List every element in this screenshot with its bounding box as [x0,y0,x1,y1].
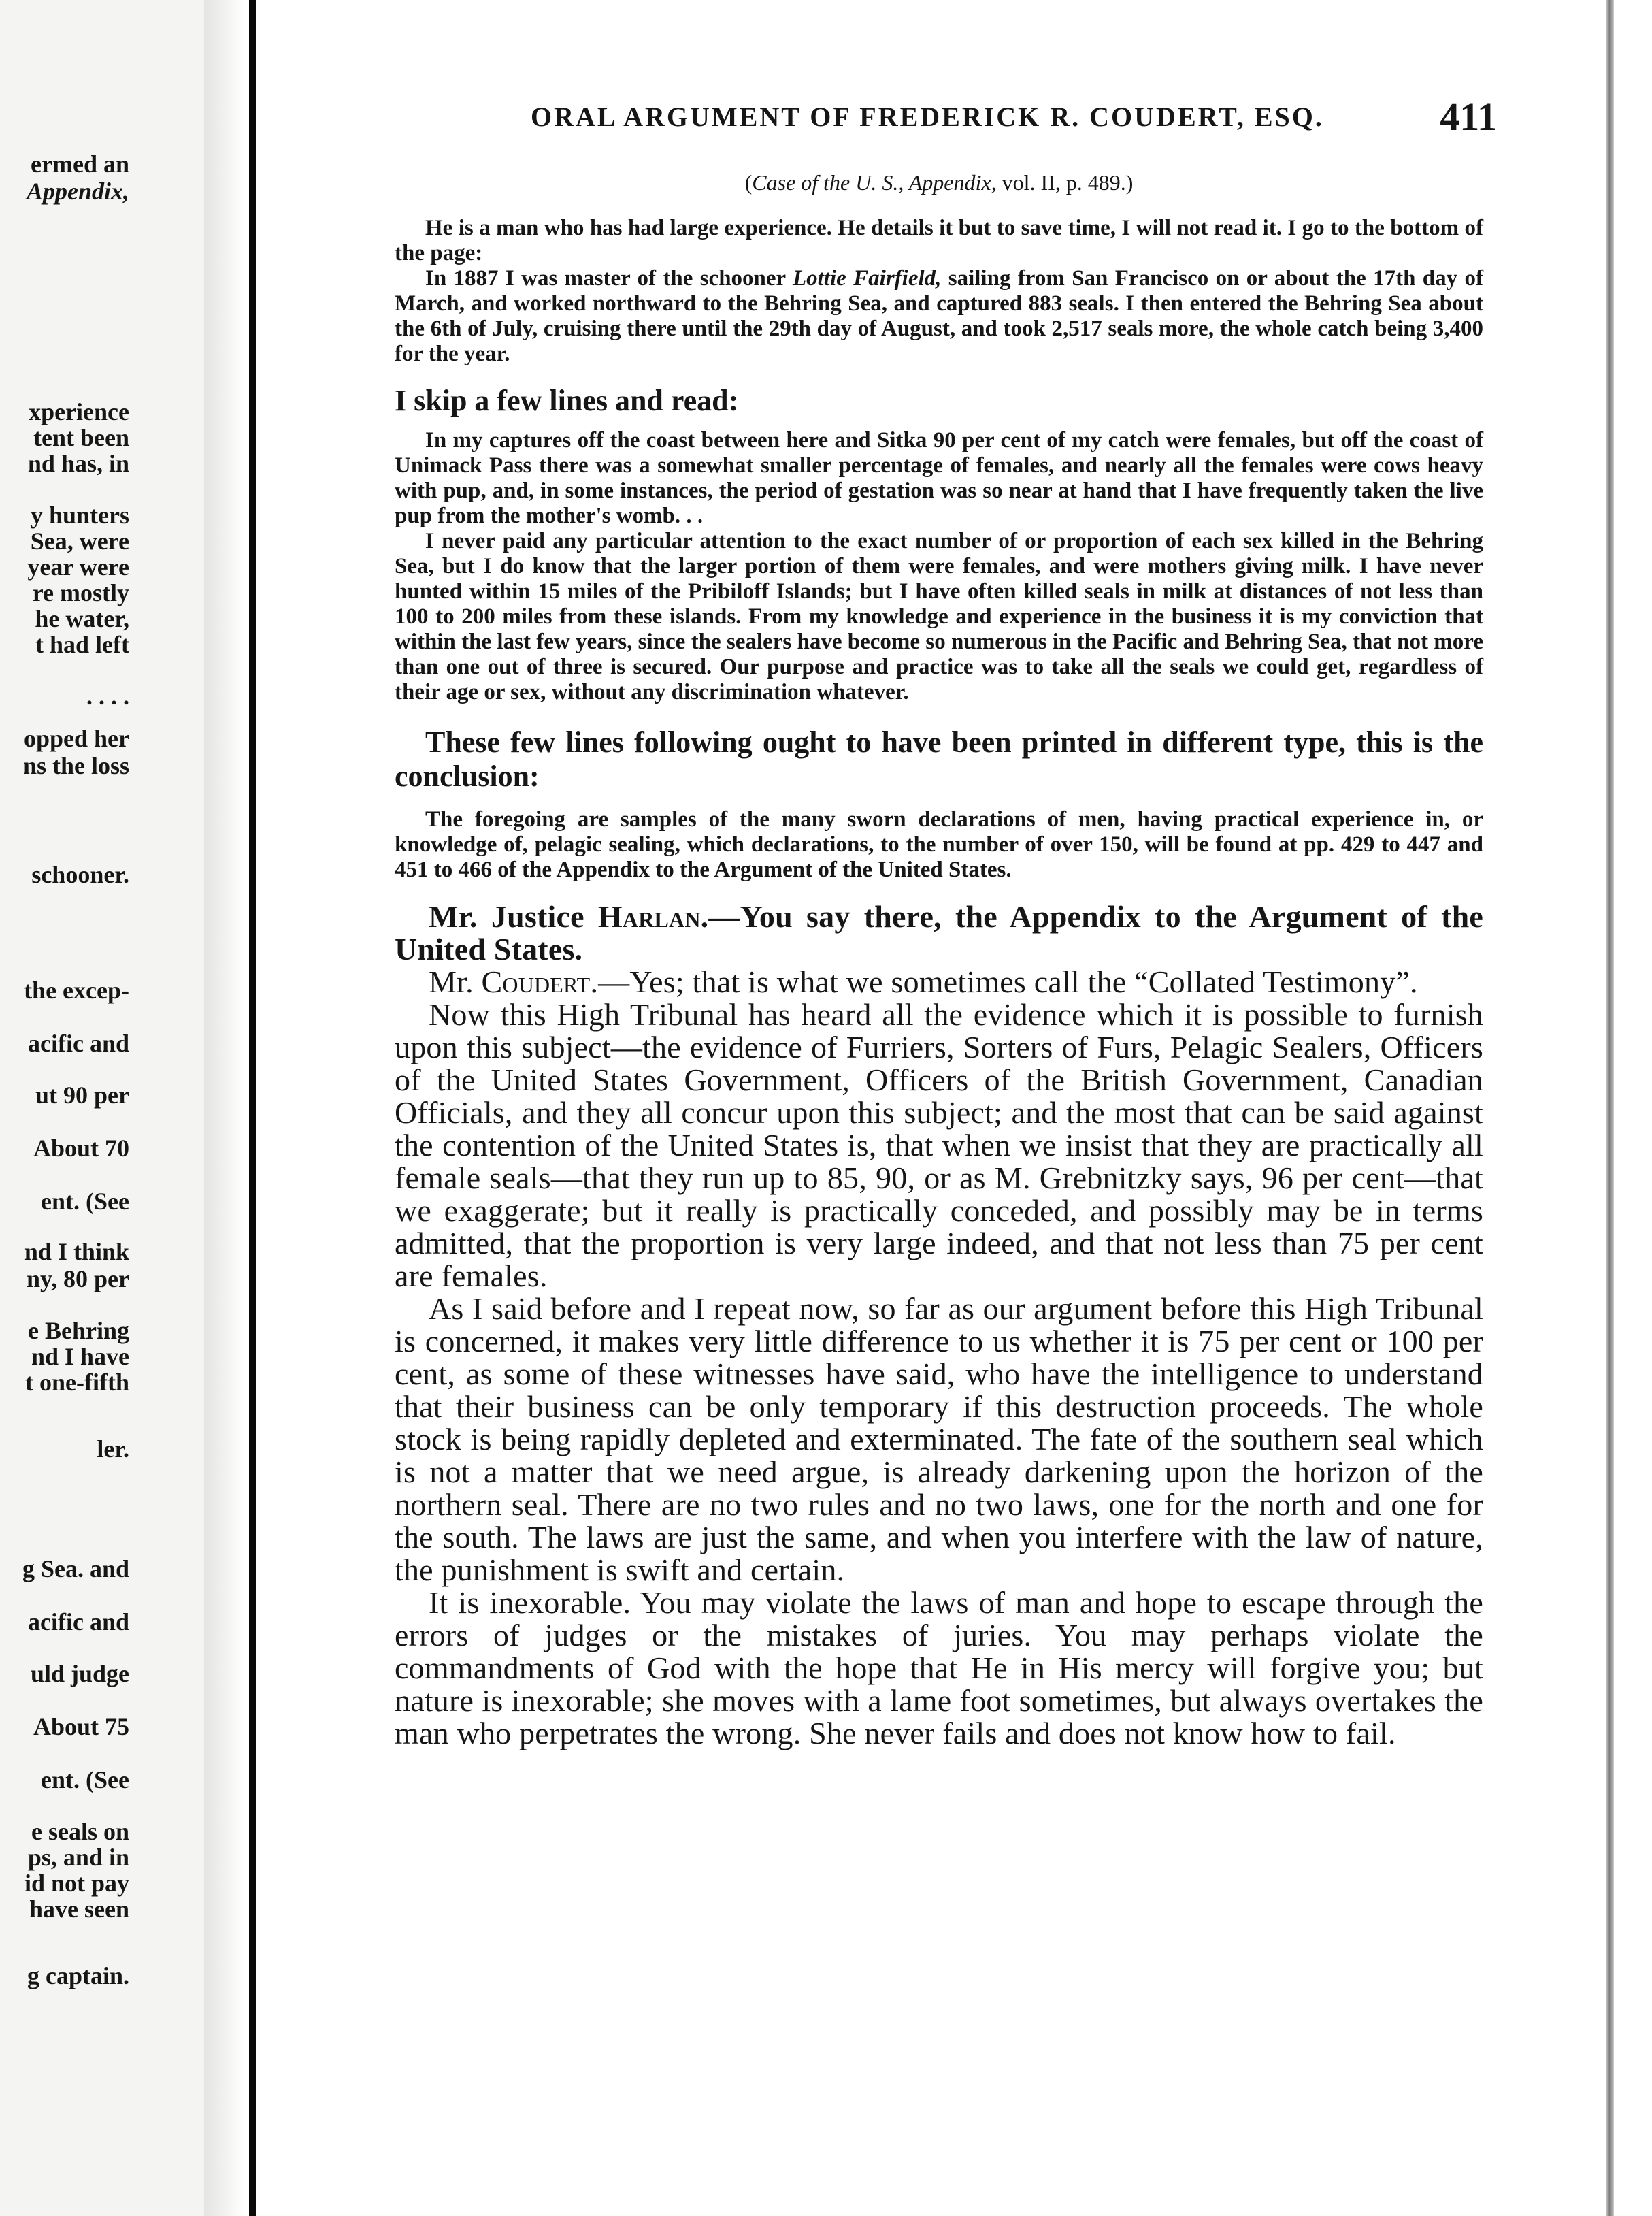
facing-page-text: ns the loss [22,752,129,779]
facing-page-text: Sea, were [30,527,129,555]
harlan-text: .—You say there, the Appendix to the Argument of the United States. [395,899,1483,966]
facing-page-text: ent. (See [41,1766,129,1793]
quote2-para2: I never paid any particular attention to the exact number of or proportion of each sex killed in the Behring Sea, but I do know that the larger portion of them were females, and were mothers giving milk. I have never hunted within 15 miles of the Pribiloff Islands; but I have often killed seals in milk at distances of not less than 100 to 200 miles from these islands. From my knowledge and experience in the business it is my conviction that within the last few years, since the sealers have become so numerous in the Pacific and Behring Sea, that not more than one out of three is secured. Our purpose and practice was to take all the seals we could get, regardless of their age or sex, without any discrimination whatever. [395,529,1483,704]
body-para1: Now this High Tribunal has heard all the evidence which it is possible to furnish upon this subject—the evidence of Furriers, Sorters of Furs, Pelagic Sealers, Officers of the United States Government, Officers of the British Government, Canadian Officials, and they all concur upon this subject; and the most that can be said against the contention of the United States is, that when we insist that they are practically all female seals—that they run up to 85, 90, or as M. Grebnitzky says, 96 per cent—that we exaggerate; but it really is practically conceded, and possibly may be in terms admitted, that the proportion is very large indeed, and that not less than 75 per cent are females. [395,997,1483,1293]
facing-page-text: acific and [28,1608,129,1635]
coudert-name: Coudert [481,964,591,999]
quote2-para1: In my captures off the coast between here and Sitka 90 per cent of my catch were females, but off the coast of Unimack Pass there was a somewhat smaller percentage of females, and nearly all the females were cows heavy with pup, and, in some instances, the period of gestation was so near at hand that I have frequently taken the live pup from the mother's womb. . . [395,428,1483,528]
facing-page-text: ent. (See [41,1188,129,1215]
quote1-body [395,266,1483,367]
facing-page-text: nd has, in [27,450,129,477]
facing-page-text: tent been [33,424,129,451]
facing-page-text: e Behring [28,1317,129,1344]
citation-volume: vol. II, p. 489.) [1002,170,1134,195]
coudert-reply [395,966,1483,998]
facing-page-fragment [0,0,231,2216]
facing-page-text: ermed an [31,150,129,178]
facing-page-text: e seals on [31,1818,129,1845]
facing-page-text: id not pay [24,1870,129,1897]
facing-page-text: schooner. [31,861,129,888]
facing-page-text: t had left [35,631,129,658]
facing-page-text: year were [27,553,129,581]
facing-page-text: opped her [23,725,129,752]
facing-page-text: xperience [29,398,129,425]
facing-page-text: ps, and in [27,1844,129,1871]
harlan-name: Harlan [597,899,701,934]
facing-page-text: nd I have [31,1343,129,1370]
facing-page-text: he water, [35,605,129,632]
quote3: The foregoing are samples of the many sworn declarations of men, having practical experience in, or knowledge of, pelagic sealing, which declarations, to the number of over 150, will be found at pp. 429 to 447 and 451 to 466 of the Appendix to the Argument of the United States. [395,807,1483,882]
quote1-intro: He is a man who has had large experience. He details it but to save time, I will not read it. I go to the bottom of the page: [395,216,1483,265]
facing-page-text: ut 90 per [35,1081,129,1109]
harlan-remark [395,900,1483,966]
skip-line: I skip a few lines and read: [395,384,739,417]
facing-page-text: y hunters [30,502,129,529]
facing-page-text: ler. [97,1435,129,1463]
body-para2: As I said before and I repeat now, so far as our argument before this High Tribunal is concerned, it makes very little difference to us whether it is 75 per cent or 100 per cent, as some of these witnesses have said, who have the intelligence to understand that their business can be only temporary if this destruction proceeds. The whole stock is being rapidly depleted and exterminated. The fate of the southern seal which is not a matter that we need argue, is already darkening upon the horizon of the northern seal. There are no two rules and no two laws, one for the north and one for the south. The laws are just the same, and when you interfere with the law of nature, the punishment is swift and certain. [395,1291,1483,1587]
harlan-prefix: Mr. Justice [429,899,584,934]
facing-page-text: have seen [29,1895,129,1923]
facing-page-text: . . . . [86,683,129,710]
page-number: 411 [1440,95,1497,139]
facing-page-text: About 70 [33,1135,129,1162]
running-title: ORAL ARGUMENT OF FREDERICK R. COUDERT, ESQ. [531,101,1324,132]
facing-page-text: Appendix, [26,178,129,205]
facing-page-text: g Sea. and [22,1555,129,1582]
quote1-before: In 1887 I was master of the schooner [425,266,786,291]
facing-page-text: acific and [28,1030,129,1057]
facing-page-text: uld judge [30,1660,129,1687]
citation-open: ( [744,170,753,195]
facing-page-text: nd I think [24,1238,129,1265]
facing-page-text: the excep- [24,977,129,1004]
main-page [395,82,1497,1750]
page-gutter-shadow [204,0,245,2216]
facing-page-text: t one-fifth [25,1369,129,1396]
facing-page-text: About 75 [33,1713,129,1740]
citation-source: Case of the U. S., Appendix, [752,170,997,195]
facing-page-text: ny, 80 per [26,1265,129,1292]
ship-name: Lottie Fairfield, [792,266,942,291]
facing-page-text: g captain. [27,1962,129,1989]
body-para3: It is inexorable. You may violate the laws of man and hope to escape through the errors of judges or the mistakes of juries. You may perhaps violate the commandments of God with the hope that He in His mercy will forgive you; but nature is inexorable; she moves with a lame foot sometimes, but always overtakes the man who perpetrates the wrong. She never fails and does not know how to fail. [395,1585,1483,1750]
lines-following: These few lines following ought to have been printed in different type, this is the conclusion: [395,726,1483,793]
coudert-prefix: Mr. [429,964,474,999]
citation [395,170,1483,195]
facing-page-text: re mostly [32,579,129,606]
quote1-after: sailing from San Francisco on or about the 17th day of March, and worked northward to the Behring Sea, and captured 883 seals. I then entered the Behring Sea about the 6th of July, cruising there until the 29th day of August, and took 2,517 seals more, the whole catch being 3,400 for the year. [395,266,1483,366]
running-head [395,82,1497,150]
coudert-text: .—Yes; that is what we sometimes call the “Collated Testimony”. [590,964,1418,999]
page-divider [249,0,256,2216]
page-edge [1606,0,1614,2216]
